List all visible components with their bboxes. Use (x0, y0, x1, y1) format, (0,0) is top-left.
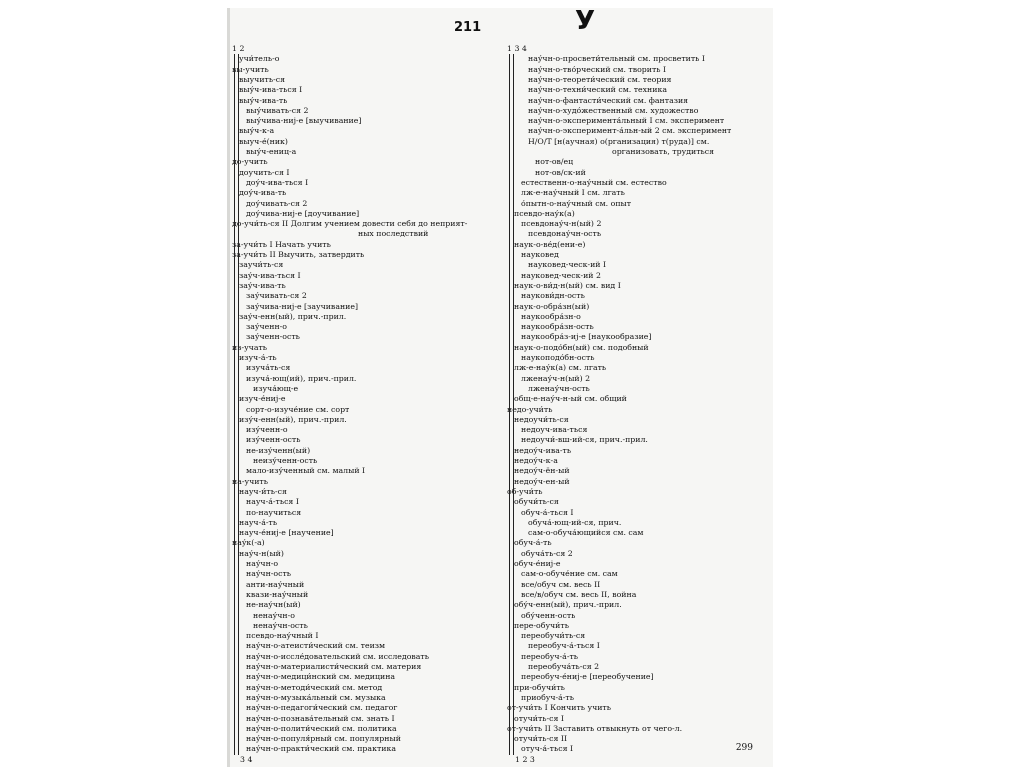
entry-line: анти-нау́чный (246, 579, 305, 589)
entry-line: науковед-ческ-ий 2 (521, 270, 601, 280)
entry-line: лж-е-нау́чный I см. лгать (521, 188, 625, 198)
entry-line: зау́ч-ива-ть (239, 280, 286, 290)
dictionary-page (227, 8, 773, 767)
entry-line: зау́ч-енн(ый), прич.-прил. (239, 311, 347, 321)
entry-line: зау́ч-ива-ться I (239, 270, 301, 280)
entry-line: недоу́ч-к-а (514, 456, 558, 465)
entry-line: недо-учи́ть (507, 404, 553, 414)
entry-line: выу́чива-ниј-е [выучивание] (246, 116, 362, 126)
entry-line: мало-изу́ченный см. малый I (246, 466, 366, 476)
entry-line: зау́чивать-ся 2 (246, 291, 307, 301)
entry-line: изу́ченн-ость (246, 435, 301, 445)
header-page-number: 211 (454, 20, 482, 35)
entry-line: науч-а́-ться I (246, 497, 299, 507)
entry-line: переобучи́ть-ся (521, 631, 586, 641)
entry-line: при-обучи́ть (514, 682, 565, 692)
entry-line: лженау́ч-н(ый) 2 (521, 373, 591, 383)
entry-line: недоу́ч-ива-ть (514, 445, 572, 455)
entry-line: наукообра́зн-ость (521, 322, 594, 332)
entry-line: псевдо-нау́к(а) (514, 208, 575, 218)
entry-line: нот-ов/ец (535, 157, 574, 167)
entry-line: нау́чн-о-полити́ческий см. политика (246, 723, 397, 733)
entry-line: нот-ов/ск-ий (535, 167, 586, 177)
entry-line: нау́чн-о-фантасти́ческий см. фантазия (528, 95, 689, 105)
entry-line: недоу́ч-ен-ый (514, 476, 570, 486)
entry-line: выучить-ся (239, 74, 286, 84)
entry-line: ненау́чн-ость (253, 620, 308, 630)
entry-line: за-учи́ть I Начать учить (232, 239, 331, 249)
entry-line: нау́чн-о-педагоги́ческий см. педагог (246, 703, 398, 713)
entry-line: обу́ч-енн(ый), прич.-прил. (514, 600, 622, 610)
entry-line: нау́чн-о-техни́ческий см. техника (528, 85, 667, 95)
entry-line: нау́чн-о-эксперимент-а́льн-ый 2 см. эксперимент (528, 126, 732, 136)
entry-line: организовать, трудиться (612, 147, 715, 156)
nesting-rule (234, 54, 235, 754)
entry-line: на-учить (232, 476, 268, 486)
entry-line: лж-е-нау́к(а) см. лгать (514, 363, 607, 373)
entry-line: наук-о-обра́зн(ый) (514, 301, 590, 311)
nesting-rule (509, 54, 510, 754)
header-letter: У (575, 6, 596, 36)
entry-line: псевдо-нау́чный I (246, 631, 319, 641)
entry-line: недоу́ч-ён-ый (514, 466, 570, 476)
entry-line: выу́ч-ива-ться I (239, 85, 303, 95)
entry-line: нау́чн-ость (246, 569, 292, 579)
entry-line: зау́ченн-ость (246, 332, 300, 342)
entry-line: до-учи́ть-ся II Долгим учением довести себя до неприят- (232, 219, 468, 229)
entry-line: нау́чн-о-худо́жественный см. художество (528, 105, 699, 115)
entry-line: наукообра́з-иј-е [наукообразие] (521, 332, 652, 342)
entry-line: сам-о-обуче́ние см. сам (521, 569, 618, 579)
entry-line: изу́ч-енн(ый), прич.-прил. (239, 414, 347, 424)
entry-line: квази-нау́чный (246, 589, 309, 599)
entry-line: недоуч-ива-ться (521, 425, 588, 435)
entry-line: наук-о-ви́д-н(ый) см. вид I (514, 280, 621, 290)
entry-line: наук-о-ве́д(ени-е) (514, 239, 586, 249)
column-marker-top: 1 2 (232, 44, 245, 53)
entry-line: доу́ч-ива-ть (239, 188, 287, 198)
entry-line: переобуча́ть-ся 2 (528, 662, 600, 671)
entry-line: нау́чн-о-музыка́льный см. музыка (246, 692, 386, 702)
entry-line: об-учи́ть (507, 486, 543, 496)
entry-line: нау́чн-о-иссле́довательский см. исследовать (246, 651, 429, 661)
entry-line: неизу́ченн-ость (253, 456, 318, 465)
entry-line: из-учать (232, 342, 268, 352)
entry-line: за-учи́ть II Выучить, затвердить (232, 250, 365, 259)
entry-line: пере-обучи́ть (514, 620, 569, 630)
entry-line: от-учи́ть II Заставить отвыкнуть от чего-л. (507, 723, 683, 733)
entry-line: ненау́чн-о (253, 610, 295, 620)
entry-line: обуч-а́-ть (514, 538, 552, 548)
entry-line: вы-учить (232, 64, 269, 74)
entry-line: выу́ч-ива-ть (239, 95, 288, 105)
entry-line: зау́чива-ниј-е [заучивание] (246, 301, 359, 311)
page-edge-shadow (227, 8, 230, 767)
entry-line: зау́ченн-о (246, 322, 287, 332)
column-marker-bottom: 3 4 (240, 754, 253, 764)
column-marker-top: 1 3 4 (507, 44, 527, 53)
entry-line: науковед-ческ-ий I (528, 260, 607, 270)
entry-line: изуч-а́-ть (239, 353, 277, 362)
entry-line: нау́чн-о-тво́рческий см. творить I (528, 64, 667, 74)
entry-line: обучи́ть-ся (514, 497, 559, 507)
entry-line: нау́ч-н(ый) (239, 548, 284, 558)
entry-line: нау́чн-о-просвети́тельный см. просветить I (528, 54, 705, 64)
entry-line: псевдонау́чн-ость (528, 229, 602, 239)
entry-line: наукоподо́бн-ость (521, 353, 595, 362)
entry-line: наукови́дн-ость (521, 291, 585, 301)
entry-line: переобуч-а́-ться I (528, 641, 600, 651)
entry-line: естественн-о-нау́чный см. естество (521, 177, 667, 187)
entry-line: нау́чн-о-теорети́ческий см. теория (528, 74, 672, 84)
entry-line: обу́ченн-ость (521, 610, 576, 620)
footer-page-number: 299 (735, 743, 753, 753)
entry-line: от-учи́ть I Кончить учить (507, 703, 611, 713)
entry-line: нау́чн-о (246, 559, 279, 568)
entry-line: отучи́ть-ся II (514, 734, 568, 744)
entry-line: сорт-о-изуче́ние см. сорт (246, 404, 350, 414)
entry-line: выу́чивать-ся 2 (246, 105, 309, 115)
entry-line: наукообра́зн-о (521, 311, 581, 321)
entry-line: выуч-е́(ник) (239, 136, 288, 146)
entry-line: не-нау́чн(ый) (246, 600, 301, 610)
entry-line: нау́чн-о-медици́нский см. медицина (246, 672, 396, 682)
entry-line: наук-о-подо́бн(ый) см. подобный (514, 342, 649, 352)
left-column (232, 44, 497, 764)
nesting-rule (238, 54, 239, 754)
entry-line: до-учить (232, 157, 268, 167)
entry-line: не-изу́ченн(ый) (246, 445, 311, 455)
entry-line: нау́чн-о-познава́тельный см. знать I (246, 713, 395, 723)
entry-line: науковед (521, 250, 559, 259)
entry-line: доу́чива-ниј-е [доучивание] (246, 208, 360, 218)
entry-line: по-научиться (246, 507, 302, 517)
entry-line: недоучи́-вш-ий-ся, прич.-прил. (521, 435, 648, 445)
entry-line: приобуч-а́-ть (521, 692, 574, 702)
entry-line: обуч-е́ниј-е (514, 559, 561, 568)
entry-line: псевдонау́ч-н(ый) 2 (521, 219, 602, 229)
entry-line: науч-а́-ть (239, 517, 278, 527)
entry-line: выу́ч-ениц-а (246, 147, 297, 156)
entry-line: о́пытн-о-нау́чный см. опыт (521, 198, 632, 208)
entry-line: нау́чн-о-атеисти́ческий см. теизм (246, 641, 386, 651)
entry-line: учи́тель-о (239, 54, 280, 64)
entry-line: выу́ч-к-а (239, 126, 275, 136)
entry-line: переобуч-е́ниј-е [переобучение] (521, 672, 654, 682)
entry-line: лженау́чн-ость (528, 383, 590, 393)
entry-line: изуча́ть-ся (246, 363, 291, 373)
entry-line: общ-е-нау́ч-н-ый см. общий (514, 394, 627, 404)
entry-line: все/в/обуч см. весь II, война (521, 589, 637, 599)
entry-line: сам-о-обуча́ющийся см. сам (528, 528, 644, 538)
entry-line: отучи́ть-ся I (514, 713, 564, 723)
entry-line: обуча́ть-ся 2 (521, 548, 573, 558)
entry-line: все/обуч см. весь II (521, 579, 601, 589)
entry-line: ных последствий (358, 229, 429, 239)
entry-line: науч-и́ть-ся (239, 486, 287, 496)
entry-line: обуча́-ющ-ий-ся, прич. (528, 517, 622, 527)
entry-line: переобуч-а́-ть (521, 651, 579, 661)
entry-line: доу́чивать-ся 2 (246, 198, 308, 208)
entry-line: нау́чн-о-эксперимента́льный I см. эксперимент (528, 116, 725, 126)
entry-line: доу́ч-ива-ться I (246, 177, 309, 187)
entry-line: обуч-а́-ться I (521, 507, 574, 517)
entry-line: нау́чн-о-практи́ческий см. практика (246, 744, 396, 754)
entry-line: заучи́ть-ся (239, 260, 284, 270)
entry-line: изуч-е́ниј-е (239, 394, 286, 404)
entry-line: изу́ченн-о (246, 425, 288, 435)
entry-line: нау́чн-о-популя́рный см. популярный (246, 734, 401, 744)
column-marker-bottom: 1 2 3 (515, 754, 535, 764)
entry-line: изуча́ющ-е (253, 383, 299, 393)
entry-line: нау́чн-о-материалисти́ческий см. материя (246, 662, 422, 671)
entry-line: нау́к(-а) (232, 538, 265, 548)
entry-line: изуча́-ющ(ий), прич.-прил. (246, 373, 357, 383)
entry-line: Н/О/Т [н(аучная) о(рганизация) т(руда)] см. (528, 136, 710, 146)
entry-line: науч-е́ниј-е [научение] (239, 528, 334, 538)
entry-line: недоучи́ть-ся (514, 414, 569, 424)
entry-line: нау́чн-о-методи́ческий см. метод (246, 682, 383, 692)
entry-line: доучить-ся I (239, 167, 290, 177)
entry-line: отуч-а́-ться I (521, 744, 574, 754)
nesting-rule (513, 54, 514, 754)
